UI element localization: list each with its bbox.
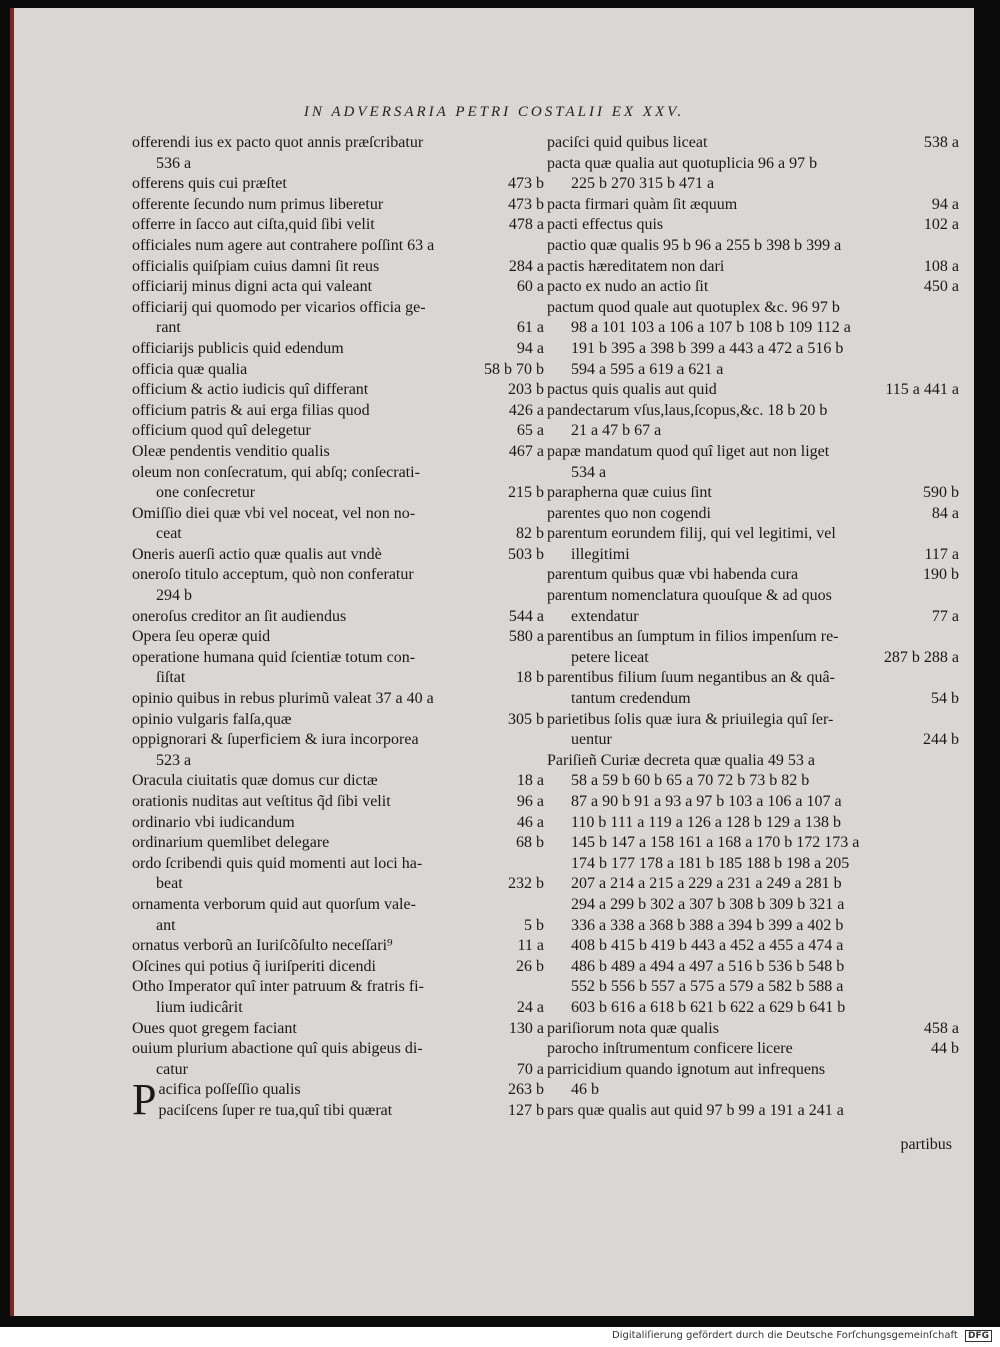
entry-text: Oracula ciuitatis quæ domus cur dictæ [132,772,378,790]
entry-page-ref: 215 b [504,483,544,504]
credit-text: Digitaliſierung gefördert durch die Deutsche Forſchungsgemeinſchaft [612,1330,958,1341]
entry-text: pactis hæreditatem non dari [547,257,725,275]
entry-page-ref: 426 a [505,401,544,422]
index-entry [132,401,544,422]
index-entry [547,1039,959,1060]
entry-text: pacto ex nudo an actio ſit [547,278,709,296]
index-entry [547,524,959,565]
entry-page-ref: 54 b [927,689,959,710]
index-entry [547,236,959,257]
index-entry [547,586,959,627]
entry-text: parricidium quando ignotum aut infrequens [547,1060,826,1078]
index-entry [132,854,544,895]
index-entry [132,648,544,689]
entry-page-ref: 450 a [920,277,959,298]
entry-continuation: 87 a 90 b 91 a 93 a 97 b 103 a 106 a 107 a [571,793,842,810]
entry-text: pactio quæ qualis 95 b 96 a 255 b 398 b 399 a [547,236,842,254]
entry-text: operatione humana quid ſcientiæ totum con- [132,648,416,666]
index-entry [547,895,959,916]
entry-continuation: extendatur [571,607,639,625]
entry-text: offerente ſecundo num primus liberetur [132,195,384,213]
index-entry [132,730,544,771]
index-entry [547,854,959,875]
entry-text: parentibus filium ſuum negantibus an & quâ- [547,669,835,687]
index-entry [547,339,959,360]
entry-continuation: rant [156,319,181,337]
entry-text: ordinario vbi iudicandum [132,813,295,831]
entry-page-ref: 115 a 441 a [881,380,959,401]
entry-text: pandectarum vſus,laus,ſcopus,&c. 18 b 20 b [547,401,828,419]
index-entry [132,1101,544,1122]
entry-continuation: 145 b 147 a 158 161 a 168 a 170 b 172 173 a [571,834,860,852]
entry-text: officiarijs publicis quid edendum [132,339,344,357]
entry-text: Pariſieñ Curiæ decreta quæ qualia 49 53 a [547,751,815,769]
index-entry [132,360,544,381]
entry-page-ref: 458 a [920,1019,959,1040]
entry-text: Oues quot gregem faciant [132,1019,297,1037]
entry-page-ref: 127 b [504,1101,544,1122]
entry-page-ref: 46 a [513,813,544,834]
initial-capital: P [132,1075,157,1125]
index-entry [547,360,959,381]
entry-text: papæ mandatum quod quî liget aut non liget [547,442,830,460]
entry-page-ref: 68 b [512,833,544,854]
entry-page-ref: 70 a [513,1060,544,1081]
entry-page-ref: 232 b [504,874,544,895]
index-entry [132,504,544,545]
entry-text: oneroſo titulo acceptum, quò non conferatur [132,566,414,584]
entry-text: oleum non conſecratum, qui abſq; conſecrati- [132,463,420,481]
entry-continuation: 594 a 595 a 619 a 621 a [571,360,724,378]
index-entry [132,277,544,298]
index-entry [547,1060,959,1101]
entry-page-ref: 473 b [504,174,544,195]
index-entry [547,133,959,154]
index-entry [132,977,544,1018]
entry-page-ref: 77 a [928,607,959,628]
index-entry [547,916,959,937]
entry-page-ref: 84 a [928,504,959,525]
entry-page-ref: 590 b [919,483,959,504]
entry-continuation: 523 a [156,751,192,769]
index-entry [132,689,544,710]
index-entry [132,421,544,442]
index-column-right [547,133,959,1122]
entry-page-ref: 60 a [513,277,544,298]
entry-page-ref: 503 b [504,545,544,566]
index-entry [132,298,544,339]
index-entry [132,339,544,360]
entry-continuation: 336 a 338 a 368 b 388 a 394 b 399 a 402 b [571,916,844,934]
entry-text: paciſcens ſuper re tua,quî tibi quærat [158,1101,393,1119]
entry-text: Opera ſeu operæ quid [132,628,271,646]
entry-text: Oneris auerſi actio quæ qualis aut vndè [132,545,382,563]
entry-page-ref: 58 b 70 b [480,360,544,381]
entry-text: paciſci quid quibus liceat [547,134,708,151]
entry-continuation: 174 b 177 178 a 181 b 185 188 b 198 a 205 [571,854,850,872]
entry-text: pacta firmari quàm ſit æquum [547,195,738,213]
entry-page-ref: 5 b [520,916,544,937]
entry-page-ref: 61 a [513,318,544,339]
index-entry [547,627,959,668]
entry-continuation: 46 b [571,1081,599,1099]
entry-text: parentum nomenclatura quouſque & ad quos [547,587,832,605]
index-entry [132,1039,544,1080]
entry-text: parentes quo non cogendi [547,504,711,522]
entry-page-ref: 478 a [505,215,544,236]
entry-page-ref: 244 b [919,730,959,751]
entry-text: officiarij qui quomodo per vicarios officia ge- [132,298,426,316]
index-entry [132,771,544,792]
entry-page-ref: 18 b [512,668,544,689]
entry-text: offerens quis cui præſtet [132,175,287,193]
index-entry [547,442,959,483]
entry-page-ref: 203 b [504,380,544,401]
entry-page-ref: 287 b 288 a [880,648,959,669]
entry-continuation: 207 a 214 a 215 a 229 a 231 a 249 a 281 b [571,875,842,893]
entry-text: pactum quod quale aut quotuplex &c. 96 97 b [547,298,840,316]
index-entry [132,1019,544,1040]
index-entry [547,792,959,813]
entry-text: pariſiorum nota quæ qualis [547,1019,719,1037]
entry-text: Oleæ pendentis venditio qualis [132,442,330,460]
catchword: partibus [900,1136,952,1153]
running-header: IN ADVERSARIA PETRI COSTALII EX XXV. [303,104,685,120]
entry-continuation: uentur [571,731,612,749]
index-entry [547,483,959,504]
index-entry [132,813,544,834]
entry-text: parietibus ſolis quæ iura & priuilegia quî ſer- [547,710,834,728]
index-column-left [132,133,544,1125]
entry-continuation: beat [156,875,183,893]
index-entry [547,215,959,236]
entry-text: parentibus an ſumptum in filios impenſum re- [547,628,839,646]
entry-text: Otho Imperator quî inter patruum & fratris fi- [132,978,424,996]
entry-continuation: 58 a 59 b 60 b 65 a 70 72 b 73 b 82 b [571,772,810,790]
entry-continuation: 110 b 111 a 119 a 126 a 128 b 129 a 138 b [571,813,842,831]
entry-page-ref: 130 a [505,1019,544,1040]
index-entry [132,545,544,566]
entry-page-ref: 305 b [504,710,544,731]
entry-continuation: 294 a 299 b 302 a 307 b 308 b 309 b 321 a [571,895,845,913]
entry-continuation: 21 a 47 b 67 a [571,422,662,440]
entry-page-ref: 538 a [920,133,959,154]
index-entry [547,257,959,278]
index-entry [547,380,959,401]
index-entry [132,257,544,278]
entry-page-ref: 96 a [513,792,544,813]
dfg-logo-icon: DFG [965,1330,992,1342]
index-entry [547,154,959,195]
entry-continuation: illegitimi [571,545,630,563]
index-entry [132,627,544,648]
index-entry [547,1019,959,1040]
index-entry [547,565,959,586]
entry-page-ref: 65 a [513,421,544,442]
entry-continuation: 552 b 556 b 557 a 575 a 579 a 582 b 588 a [571,978,844,996]
entry-text: Omiſſio diei quæ vbi vel noceat, vel non no- [132,504,416,522]
book-page [10,8,974,1316]
index-entry [547,298,959,339]
entry-page-ref: 11 a [513,936,544,957]
index-entry [547,401,959,442]
entry-page-ref: 473 b [504,195,544,216]
entry-text: ornatus verborũ an Iuriſcõſulto neceſſari⁹ [132,937,393,955]
entry-text: orationis nuditas aut veſtitus q̃d ſibi velit [132,793,391,810]
index-entry [132,710,544,731]
index-entry [547,277,959,298]
entry-page-ref: 263 b [504,1080,544,1101]
index-entry [132,215,544,236]
entry-continuation: one conſecretur [156,484,256,502]
entry-continuation: ſiſtat [156,669,186,687]
index-entry [132,792,544,813]
index-entry [132,463,544,504]
entry-text: pacta quæ qualia aut quotuplicia 96 a 97 b [547,154,818,172]
entry-continuation: 408 b 415 b 419 b 443 a 452 a 455 a 474 a [571,937,844,955]
entry-page-ref: 117 a [920,545,959,566]
index-entry [132,833,544,854]
entry-continuation: catur [156,1060,188,1078]
index-entry [132,936,544,957]
entry-page-ref: 94 a [928,195,959,216]
entry-page-ref: 102 a [920,215,959,236]
index-entry [132,195,544,216]
entry-text: oppignorari & ſuperficiem & iura incorporea [132,731,419,749]
index-entry [547,998,959,1019]
entry-page-ref: 580 a [505,627,544,648]
entry-text: Oſcines qui potius q̃ iuriſperiti dicendi [132,957,376,975]
entry-continuation: ant [156,916,176,934]
entry-page-ref: 44 b [927,1039,959,1060]
entry-page-ref: 24 a [513,998,544,1019]
entry-text: parentum quibus quæ vbi habenda cura [547,566,799,584]
entry-text: officiarij minus digni acta qui valeant [132,278,373,296]
index-entry [132,895,544,936]
entry-text: offerendi ius ex pacto quot annis præſcribatur [132,134,424,151]
entry-continuation: tantum credendum [571,690,691,708]
entry-page-ref: 108 a [920,257,959,278]
entry-page-ref: 467 a [505,442,544,463]
entry-text: parapherna quæ cuius ſint [547,484,712,502]
entry-continuation: 486 b 489 a 494 a 497 a 516 b 536 b 548 b [571,957,845,975]
entry-page-ref: 190 b [919,565,959,586]
entry-text: pars quæ qualis aut quid 97 b 99 a 191 a 241 a [547,1101,844,1119]
entry-text: opinio quibus in rebus plurimũ valeat 37 a 40 a [132,690,434,708]
digitization-credit [612,1330,992,1342]
entry-continuation: 534 a [571,463,607,481]
entry-text: officiales num agere aut contrahere poſſint 63 a [132,236,435,254]
index-entry [132,565,544,606]
entry-text: officium & actio iudicis quî differant [132,381,369,399]
entry-continuation: ceat [156,525,182,543]
index-entry [132,607,544,628]
index-entry [547,751,959,792]
index-entry [547,195,959,216]
entry-text: pactus quis qualis aut quid [547,381,717,399]
entry-text: ouium plurium abactione quî quis abigeus di- [132,1040,423,1058]
entry-continuation: petere liceat [571,648,649,666]
index-entry [547,504,959,525]
entry-text: ornamenta verborum quid aut quorſum vale- [132,895,416,913]
entry-page-ref: 18 a [513,771,544,792]
entry-page-ref: 544 a [505,607,544,628]
entry-text: ordo ſcribendi quis quid momenti aut loci ha- [132,854,423,872]
entry-page-ref: 82 b [512,524,544,545]
index-entry [547,668,959,709]
index-entry [132,442,544,463]
entry-continuation: 603 b 616 a 618 b 621 b 622 a 629 b 641 b [571,998,846,1016]
index-entry [547,977,959,998]
entry-continuation: 98 a 101 103 a 106 a 107 b 108 b 109 112 a [571,319,851,337]
entry-text: parentum eorundem filij, qui vel legitimi, vel [547,525,836,543]
index-entry [547,936,959,957]
entry-page-ref: 26 b [512,957,544,978]
index-entry [547,874,959,895]
index-entry [132,236,544,257]
entry-text: officialis quiſpiam cuius damni ſit reus [132,257,380,275]
entry-text: offerre in ſacco aut ciſta,quid ſibi velit [132,216,375,234]
entry-continuation: 294 b [156,587,192,605]
entry-continuation: 191 b 395 a 398 b 399 a 443 a 472 a 516 b [571,339,844,357]
entry-text: ordinarium quemlibet delegare [132,834,330,852]
entry-continuation: 536 a [156,154,192,172]
index-entry [132,380,544,401]
index-entry [547,813,959,834]
index-entry [132,133,544,174]
entry-page-ref: 284 a [505,257,544,278]
index-entry [547,1101,959,1122]
index-entry [547,833,959,854]
entry-text: Pacifica poſſeſſio qualis [132,1075,301,1125]
entry-text: officium patris & aui erga filias quod [132,401,370,419]
entry-text: pacti effectus quis [547,216,664,234]
entry-text: officia quæ qualia [132,360,248,378]
entry-text: officium quod quî delegetur [132,422,311,440]
index-entry [547,957,959,978]
entry-text: parocho inſtrumentum conficere licere [547,1040,793,1058]
entry-continuation: 225 b 270 315 b 471 a [571,175,715,193]
index-entry [132,957,544,978]
entry-page-ref: 94 a [513,339,544,360]
entry-text: oneroſus creditor an ſit audiendus [132,607,347,625]
entry-continuation: lium iudicârit [156,998,243,1016]
index-entry [547,710,959,751]
index-entry [132,174,544,195]
entry-text: opinio vulgaris falſa,quæ [132,710,292,728]
